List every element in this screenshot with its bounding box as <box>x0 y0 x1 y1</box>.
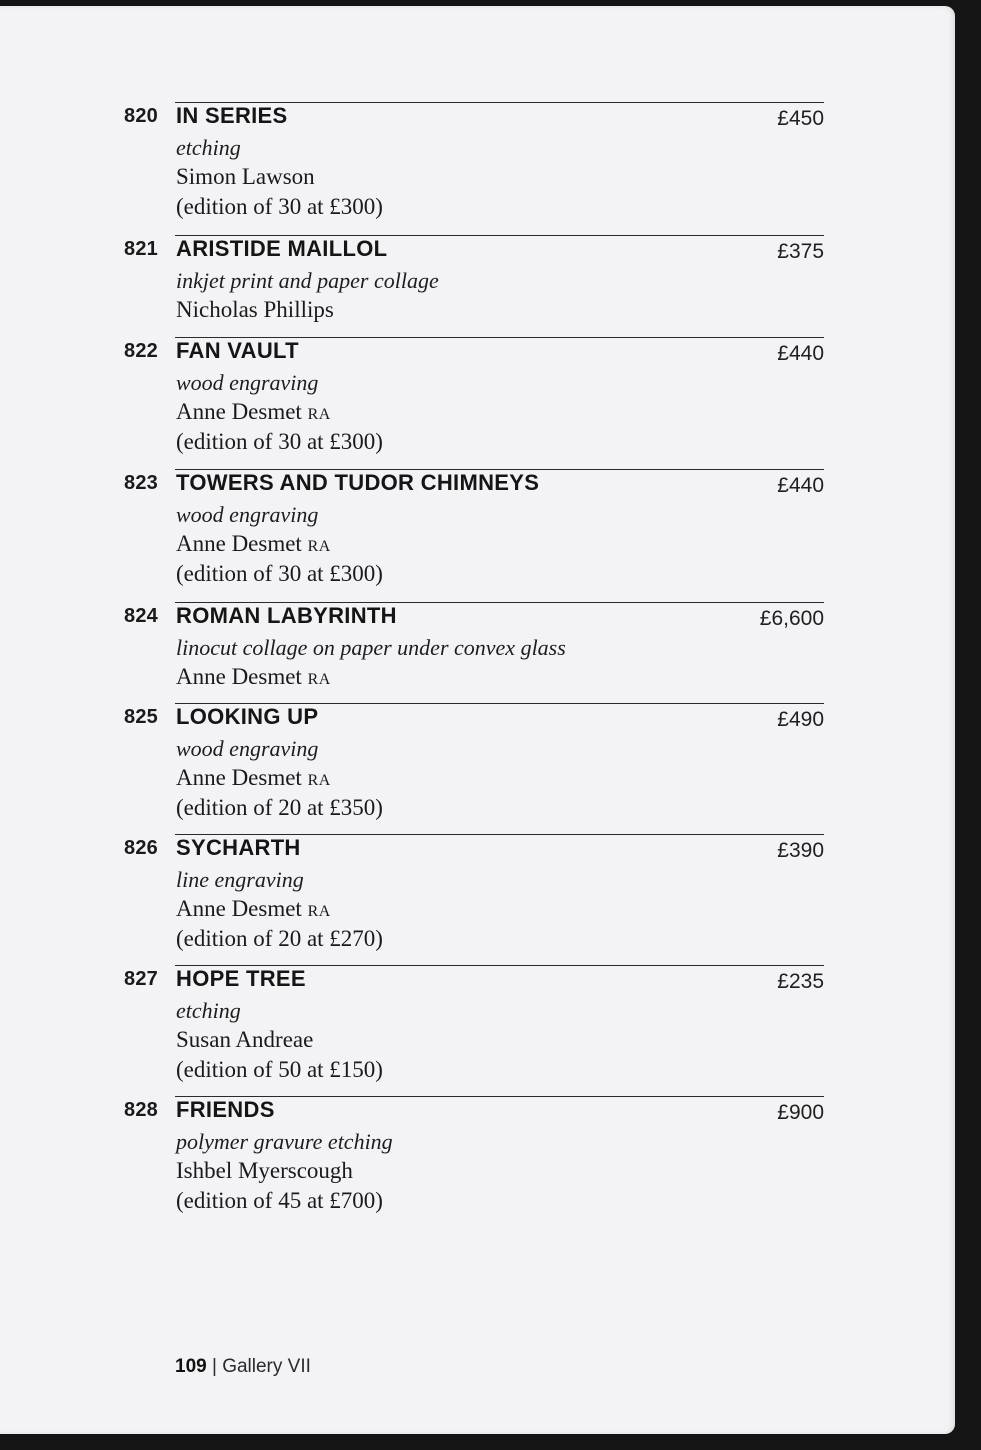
entry-artist: Anne Desmet RA <box>176 664 331 689</box>
entry-artist: Nicholas Phillips <box>176 297 334 322</box>
section-name: Gallery VII <box>222 1356 311 1377</box>
ra-suffix: RA <box>307 772 331 789</box>
ra-suffix: RA <box>307 671 331 688</box>
entry-number: 822 <box>124 340 158 362</box>
entry-title: SYCHARTH <box>176 835 301 860</box>
entry-number: 826 <box>124 837 158 859</box>
entry-title: FAN VAULT <box>176 338 299 363</box>
entry-price: £375 <box>777 240 824 263</box>
entry-price: £235 <box>777 970 824 993</box>
entry-number: 823 <box>124 472 158 494</box>
entry-price: £440 <box>777 474 824 497</box>
entry-number: 825 <box>124 706 158 728</box>
entry-title: TOWERS AND TUDOR CHIMNEYS <box>176 470 540 495</box>
entry-number: 827 <box>124 968 158 990</box>
entry-artist: Anne Desmet RA <box>176 765 331 790</box>
page-number: 109 <box>175 1356 207 1377</box>
catalogue-page <box>0 6 955 1434</box>
entry-title: FRIENDS <box>176 1097 275 1122</box>
entry-artist: Anne Desmet RA <box>176 399 331 424</box>
footer-separator: | <box>206 1356 223 1377</box>
entry-title: ARISTIDE MAILLOL <box>176 236 388 261</box>
entry-edition: (edition of 45 at £700) <box>176 1188 383 1213</box>
entry-artist: Ishbel Myerscough <box>176 1158 353 1183</box>
ra-suffix: RA <box>307 406 331 423</box>
entry-price: £6,600 <box>759 607 824 630</box>
entry-medium: inkjet print and paper collage <box>176 268 439 293</box>
entry-edition: (edition of 20 at £350) <box>176 795 383 820</box>
entry-edition: (edition of 30 at £300) <box>176 561 383 586</box>
page-footer <box>175 1356 311 1378</box>
entry-number: 821 <box>124 238 158 260</box>
entry-number: 820 <box>124 105 158 127</box>
entry-artist: Simon Lawson <box>176 164 315 189</box>
entry-edition: (edition of 50 at £150) <box>176 1057 383 1082</box>
entry-price: £450 <box>777 107 824 130</box>
entry-medium: etching <box>176 135 241 160</box>
entry-medium: etching <box>176 998 241 1023</box>
entry-title: LOOKING UP <box>176 704 319 729</box>
entry-price: £490 <box>777 708 824 731</box>
entry-medium: wood engraving <box>176 370 319 395</box>
entry-price: £390 <box>777 839 824 862</box>
ra-suffix: RA <box>307 903 331 920</box>
entry-edition: (edition of 30 at £300) <box>176 429 383 454</box>
entry-number: 824 <box>124 605 158 627</box>
entry-title: HOPE TREE <box>176 966 306 991</box>
entry-artist: Anne Desmet RA <box>176 896 331 921</box>
entry-medium: wood engraving <box>176 736 319 761</box>
entry-title: ROMAN LABYRINTH <box>176 603 397 628</box>
entry-artist: Susan Andreae <box>176 1027 314 1052</box>
entry-medium: linocut collage on paper under convex glass <box>176 635 566 660</box>
entry-number: 828 <box>124 1099 158 1121</box>
entry-medium: wood engraving <box>176 502 319 527</box>
entry-medium: polymer gravure etching <box>176 1129 393 1154</box>
entry-title: IN SERIES <box>176 103 288 128</box>
entry-edition: (edition of 20 at £270) <box>176 926 383 951</box>
entry-artist: Anne Desmet RA <box>176 531 331 556</box>
entry-edition: (edition of 30 at £300) <box>176 194 383 219</box>
ra-suffix: RA <box>307 538 331 555</box>
entry-medium: line engraving <box>176 867 304 892</box>
entry-price: £900 <box>777 1101 824 1124</box>
entry-price: £440 <box>777 342 824 365</box>
